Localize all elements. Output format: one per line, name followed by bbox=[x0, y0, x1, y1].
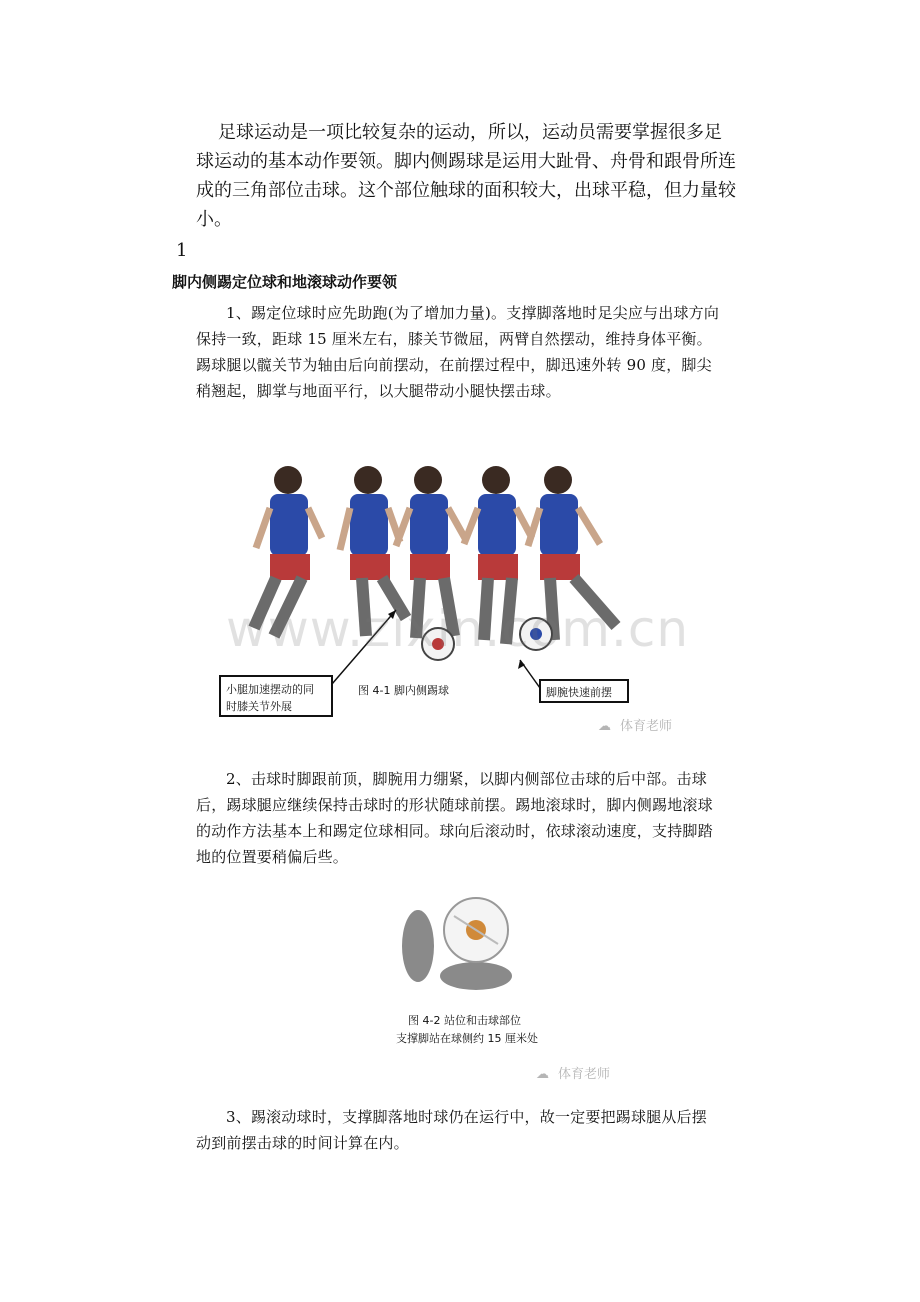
figure2-credit: 体育老师 bbox=[558, 1067, 611, 1082]
section-heading: 脚内侧踢定位球和地滚球动作要领 bbox=[172, 273, 398, 291]
figure1-credit: 体育老师 bbox=[620, 719, 673, 734]
callout-right-text: 脚腕快速前摆 bbox=[546, 686, 612, 699]
wechat-icon: ☁ bbox=[598, 719, 611, 734]
figure2-caption-line2: 支撑脚站在球侧约 15 厘米处 bbox=[396, 1032, 538, 1045]
footprint-kicking bbox=[440, 962, 512, 990]
paragraph-1: 1、踢定位球时应先助跑(为了增加力量)。支撑脚落地时足尖应与出球方向保持一致，距球 15 厘米左右，膝关节微屈，两臂自然摆动，维持身体平衡。踢球腿以髋关节为轴由后向前摆动，在前摆过程中，脚迅速外转 90 度，脚尖稍翘起，脚掌与地面平行，以大腿带动小腿快摆击球。 bbox=[196, 304, 720, 400]
figure1-caption: 图 4-1 脚内侧踢球 bbox=[358, 684, 449, 697]
figure-stance-position bbox=[394, 896, 634, 1092]
section-number: 1 bbox=[176, 240, 188, 261]
wechat-icon: ☁ bbox=[536, 1067, 549, 1082]
paragraph-3: 3、踢滚动球时，支撑脚落地时球仍在运行中，故一定要把踢球腿从后摆动到前摆击球的时间计算在内。 bbox=[196, 1108, 707, 1152]
figure-kick-sequence bbox=[206, 448, 694, 740]
soccer-ball bbox=[444, 898, 508, 962]
callout-left-line2: 时膝关节外展 bbox=[226, 700, 292, 713]
intro-paragraph: 足球运动是一项比较复杂的运动，所以，运动员需要掌握很多足球运动的基本动作要领。脚内侧踢球是运用大趾骨、舟骨和跟骨所连成的三角部位击球。这个部位触球的面积较大，出球平稳，但力量较小。 bbox=[196, 122, 736, 230]
figure2-caption-line1: 图 4-2 站位和击球部位 bbox=[408, 1014, 521, 1027]
callout-left-line1: 小腿加速摆动的同 bbox=[226, 683, 314, 696]
paragraph-2: 2、击球时脚跟前顶，脚腕用力绷紧，以脚内侧部位击球的后中部。击球后，踢球腿应继续保持击球时的形状随球前摆。踢地滚球时，脚内侧踢地滚球的动作方法基本上和踢定位球相同。球向后滚动时，依球滚动速度，支持脚踏地的位置要稍偏后些。 bbox=[196, 770, 713, 866]
footprint-support bbox=[402, 910, 434, 982]
watermark-text: www.zixin.com.cn bbox=[226, 600, 690, 658]
